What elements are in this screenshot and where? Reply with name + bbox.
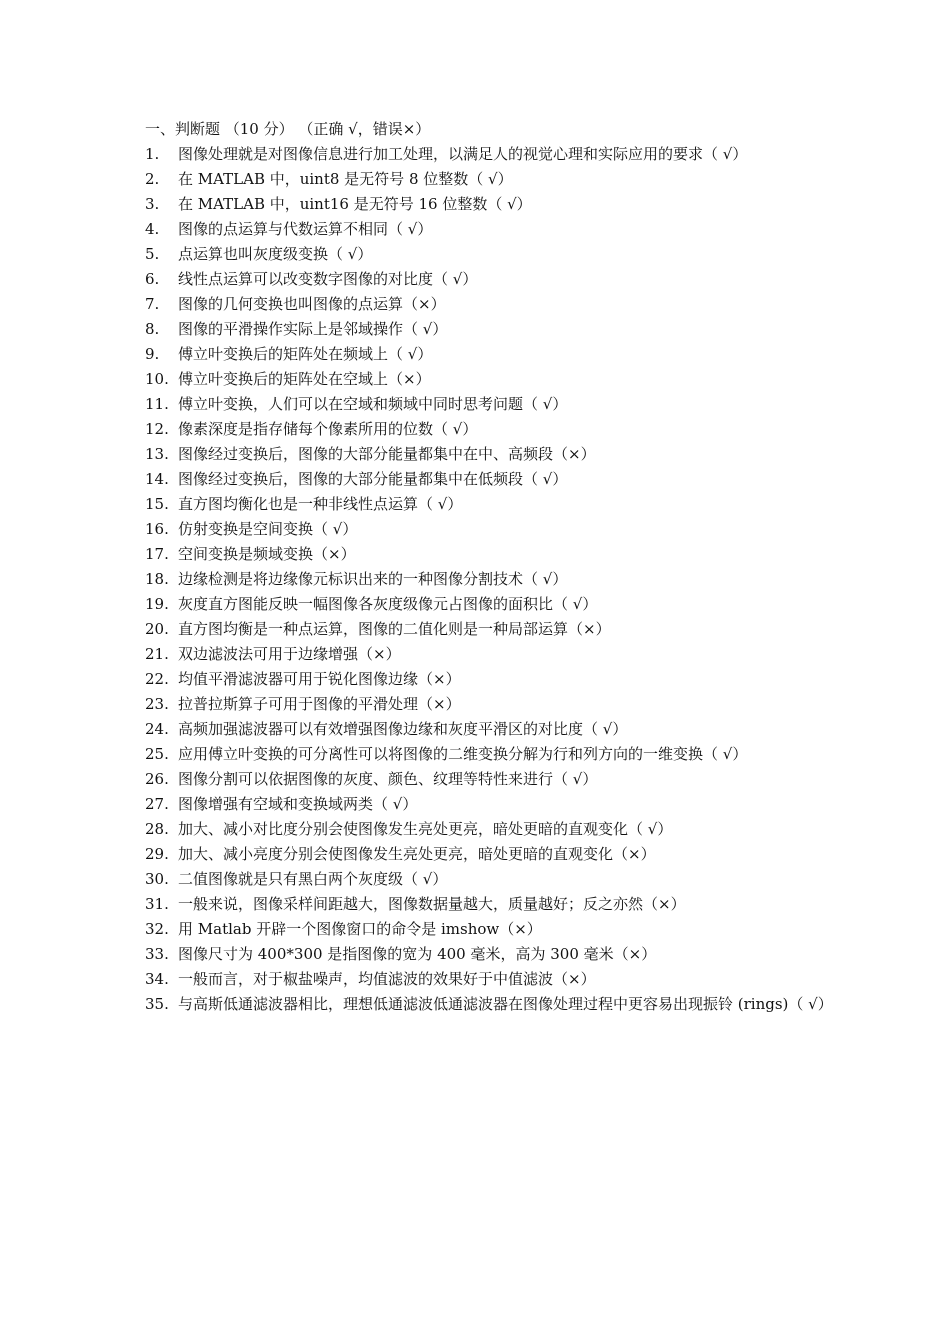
question-text: 图像尺寸为 400*300 是指图像的宽为 400 毫米，高为 300 毫米（×） <box>178 945 657 963</box>
question-item <box>145 617 835 642</box>
question-number: 11. <box>145 395 169 413</box>
question-item <box>145 767 835 792</box>
question-text: 图像处理就是对图像信息进行加工处理，以满足人的视觉心理和实际应用的要求（ √） <box>178 145 748 163</box>
question-text: 空间变换是频域变换（×） <box>178 545 356 563</box>
question-number: 15. <box>145 495 169 513</box>
question-item <box>145 692 835 717</box>
question-item <box>145 867 835 892</box>
question-item <box>145 892 835 917</box>
question-number: 29. <box>145 845 169 863</box>
question-number: 1. <box>145 145 160 163</box>
question-text: 线性点运算可以改变数字图像的对比度（ √） <box>178 270 478 288</box>
question-item <box>145 917 835 942</box>
question-item <box>145 217 835 242</box>
question-text: 灰度直方图能反映一幅图像各灰度级像元占图像的面积比（ √） <box>178 595 598 613</box>
question-item <box>145 267 835 292</box>
question-number: 10. <box>145 370 169 388</box>
question-number: 5. <box>145 245 160 263</box>
question-text: 一般来说，图像采样间距越大，图像数据量越大，质量越好；反之亦然（×） <box>178 895 686 913</box>
question-number: 23. <box>145 695 169 713</box>
question-item <box>145 167 835 192</box>
question-item <box>145 642 835 667</box>
question-item <box>145 467 835 492</box>
question-text: 图像的点运算与代数运算不相同（ √） <box>178 220 433 238</box>
question-text: 图像的几何变换也叫图像的点运算（×） <box>178 295 446 313</box>
question-text: 傅立叶变换后的矩阵处在空域上（×） <box>178 370 431 388</box>
question-item <box>145 742 835 767</box>
question-text: 均值平滑滤波器可用于锐化图像边缘（×） <box>178 670 461 688</box>
question-number: 34. <box>145 970 169 988</box>
question-number: 2. <box>145 170 160 188</box>
question-item <box>145 717 835 742</box>
question-item <box>145 567 835 592</box>
question-number: 17. <box>145 545 169 563</box>
question-number: 12. <box>145 420 169 438</box>
question-item <box>145 667 835 692</box>
question-text: 高频加强滤波器可以有效增强图像边缘和灰度平滑区的对比度（ √） <box>178 720 628 738</box>
question-number: 20. <box>145 620 169 638</box>
question-text: 加大、减小亮度分别会使图像发生亮处更亮，暗处更暗的直观变化（×） <box>178 845 656 863</box>
question-number: 6. <box>145 270 160 288</box>
question-number: 13. <box>145 445 169 463</box>
question-text: 图像增强有空域和变换域两类（ √） <box>178 795 418 813</box>
question-item <box>145 967 835 992</box>
question-list <box>145 142 835 1017</box>
question-text: 应用傅立叶变换的可分离性可以将图像的二维变换分解为行和列方向的一维变换（ √） <box>178 745 748 763</box>
question-text: 直方图均衡是一种点运算，图像的二值化则是一种局部运算（×） <box>178 620 611 638</box>
question-item <box>145 442 835 467</box>
question-item <box>145 542 835 567</box>
question-number: 7. <box>145 295 160 313</box>
question-number: 28. <box>145 820 169 838</box>
question-text: 在 MATLAB 中，uint16 是无符号 16 位整数（ √） <box>178 195 532 213</box>
question-item <box>145 592 835 617</box>
question-item <box>145 392 835 417</box>
question-number: 24. <box>145 720 169 738</box>
question-text: 用 Matlab 开辟一个图像窗口的命令是 imshow（×） <box>178 920 542 938</box>
question-item <box>145 342 835 367</box>
question-number: 18. <box>145 570 169 588</box>
question-number: 31. <box>145 895 169 913</box>
question-number: 9. <box>145 345 160 363</box>
question-number: 35. <box>145 995 169 1013</box>
question-item <box>145 292 835 317</box>
question-text: 二值图像就是只有黑白两个灰度级（ √） <box>178 870 448 888</box>
question-number: 25. <box>145 745 169 763</box>
question-text: 双边滤波法可用于边缘增强（×） <box>178 645 401 663</box>
question-number: 27. <box>145 795 169 813</box>
question-text: 在 MATLAB 中，uint8 是无符号 8 位整数（ √） <box>178 170 513 188</box>
section-heading: 一、判断题 （10 分） （正确 √，错误×） <box>145 120 431 138</box>
question-text: 图像经过变换后，图像的大部分能量都集中在低频段（ √） <box>178 470 568 488</box>
question-text: 直方图均衡化也是一种非线性点运算（ √） <box>178 495 463 513</box>
question-number: 21. <box>145 645 169 663</box>
question-number: 14. <box>145 470 169 488</box>
question-item <box>145 792 835 817</box>
question-text: 仿射变换是空间变换（ √） <box>178 520 358 538</box>
question-item <box>145 517 835 542</box>
question-item <box>145 842 835 867</box>
question-text: 傅立叶变换后的矩阵处在频域上（ √） <box>178 345 433 363</box>
question-number: 26. <box>145 770 169 788</box>
question-item <box>145 417 835 442</box>
question-number: 19. <box>145 595 169 613</box>
question-text: 边缘检测是将边缘像元标识出来的一种图像分割技术（ √） <box>178 570 568 588</box>
question-item <box>145 992 835 1017</box>
question-text: 拉普拉斯算子可用于图像的平滑处理（×） <box>178 695 461 713</box>
question-item <box>145 492 835 517</box>
question-number: 32. <box>145 920 169 938</box>
question-item <box>145 942 835 967</box>
question-item <box>145 192 835 217</box>
question-number: 30. <box>145 870 169 888</box>
question-text: 图像的平滑操作实际上是邻域操作（ √） <box>178 320 448 338</box>
question-number: 16. <box>145 520 169 538</box>
question-text: 傅立叶变换，人们可以在空域和频域中同时思考问题（ √） <box>178 395 568 413</box>
question-number: 33. <box>145 945 169 963</box>
question-number: 8. <box>145 320 160 338</box>
question-text: 图像分割可以依据图像的灰度、颜色、纹理等特性来进行（ √） <box>178 770 598 788</box>
question-text: 图像经过变换后，图像的大部分能量都集中在中、高频段（×） <box>178 445 596 463</box>
question-text: 一般而言，对于椒盐噪声，均值滤波的效果好于中值滤波（×） <box>178 970 596 988</box>
question-item <box>145 317 835 342</box>
question-number: 3. <box>145 195 160 213</box>
question-text: 像素深度是指存储每个像素所用的位数（ √） <box>178 420 478 438</box>
question-item <box>145 817 835 842</box>
question-number: 4. <box>145 220 160 238</box>
question-text: 点运算也叫灰度级变换（ √） <box>178 245 373 263</box>
question-text: 加大、减小对比度分别会使图像发生亮处更亮，暗处更暗的直观变化（ √） <box>178 820 673 838</box>
question-number: 22. <box>145 670 169 688</box>
question-item <box>145 367 835 392</box>
question-text: 与高斯低通滤波器相比，理想低通滤波低通滤波器在图像处理过程中更容易出现振铃 (rings)（ √） <box>178 995 833 1013</box>
content-area <box>145 117 835 1017</box>
question-item <box>145 242 835 267</box>
question-item <box>145 142 835 167</box>
